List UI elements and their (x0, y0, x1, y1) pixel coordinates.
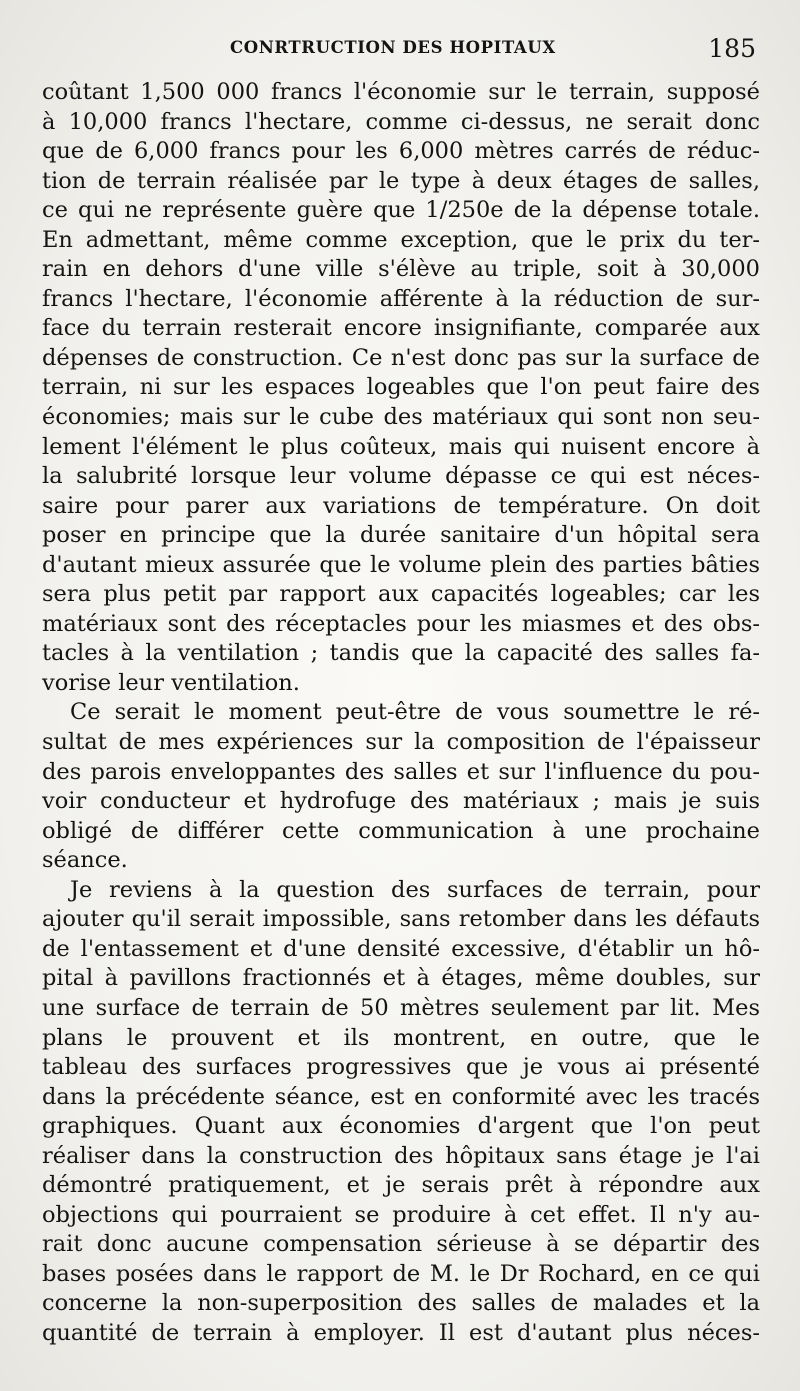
text-line: matériaux sont des réceptacles pour les miasmes et des obs- (42, 610, 760, 637)
text-line: plans le prouvent et ils montrent, en outre, que le (42, 1024, 760, 1051)
text-line: pital à pavillons fractionnés et à étages, même doubles, sur (42, 965, 760, 992)
text-line: sera plus petit par rapport aux capacités logeables; car les (42, 581, 760, 608)
text-line: Ce serait le moment peut-être de vous soumettre le ré- (70, 699, 760, 726)
text-line: la salubrité lorsque leur volume dépasse ce qui est néces- (42, 463, 760, 490)
text-line: sultat de mes expériences sur la composition de l'épaisseur (42, 729, 760, 756)
text-line: voir conducteur et hydrofuge des matériaux ; mais je suis (42, 788, 760, 815)
text-line: rain en dehors d'une ville s'élève au triple, soit à 30,000 (42, 256, 760, 283)
page-header (42, 34, 760, 66)
text-line: francs l'hectare, l'économie afférente à la réduction de sur- (42, 285, 760, 312)
text-line: ajouter qu'il serait impossible, sans retomber dans les défauts (42, 906, 760, 933)
text-line: tacles à la ventilation ; tandis que la capacité des salles fa- (42, 640, 760, 667)
text-line: terrain, ni sur les espaces logeables que l'on peut faire des (42, 374, 760, 401)
text-line: tion de terrain réalisée par le type à deux étages de salles, (42, 167, 760, 194)
text-line: rait donc aucune compensation sérieuse à se départir des (42, 1231, 760, 1258)
body-text (42, 78, 760, 1349)
text-line: face du terrain resterait encore insignifiante, comparée aux (42, 315, 760, 342)
text-line: démontré pratiquement, et je serais prêt à répondre aux (42, 1172, 760, 1199)
text-line: saire pour parer aux variations de température. On doit (42, 492, 760, 519)
text-line: lement l'élément le plus coûteux, mais qui nuisent encore à (42, 433, 760, 460)
text-line: quantité de terrain à employer. Il est d'autant plus néces- (42, 1319, 760, 1346)
text-line: tableau des surfaces progressives que je vous ai présenté (42, 1054, 760, 1081)
text-line: séance. (42, 847, 128, 874)
text-line: économies; mais sur le cube des matériaux qui sont non seu- (42, 404, 760, 431)
text-line: des parois enveloppantes des salles et sur l'influence du pou- (42, 758, 760, 785)
text-line: graphiques. Quant aux économies d'argent que l'on peut (42, 1113, 760, 1140)
text-line: Je reviens à la question des surfaces de terrain, pour (70, 876, 760, 903)
text-line: une surface de terrain de 50 mètres seulement par lit. Mes (42, 994, 760, 1021)
text-line: En admettant, même comme exception, que le prix du ter- (42, 226, 760, 253)
running-head: CONRTRUCTION DES HOPITAUX (230, 38, 556, 57)
text-line: concerne la non-superposition des salles de malades et la (42, 1290, 760, 1317)
text-line: que de 6,000 francs pour les 6,000 mètres carrés de réduc- (42, 138, 760, 165)
text-line: vorise leur ventilation. (42, 669, 300, 696)
text-line: d'autant mieux assurée que le volume plein des parties bâties (42, 551, 760, 578)
text-line: réaliser dans la construction des hôpitaux sans étage je l'ai (42, 1142, 760, 1169)
text-line: ce qui ne représente guère que 1/250e de la dépense totale. (42, 197, 760, 224)
page-number: 185 (708, 34, 756, 63)
text-line: poser en principe que la durée sanitaire d'un hôpital sera (42, 522, 760, 549)
text-line: coûtant 1,500 000 francs l'économie sur le terrain, supposé (42, 79, 760, 105)
text-line: obligé de différer cette communication à une prochaine (42, 817, 760, 844)
text-line: dépenses de construction. Ce n'est donc pas sur la surface de (42, 344, 760, 371)
text-line: à 10,000 francs l'hectare, comme ci-dessus, ne serait donc (42, 108, 760, 135)
text-line: de l'entassement et d'une densité excessive, d'établir un hô- (42, 935, 760, 962)
text-line: dans la précédente séance, est en conformité avec les tracés (42, 1083, 760, 1110)
text-line: objections qui pourraient se produire à cet effet. Il n'y au- (42, 1201, 760, 1228)
text-line: bases posées dans le rapport de M. le Dr Rochard, en ce qui (42, 1260, 760, 1287)
